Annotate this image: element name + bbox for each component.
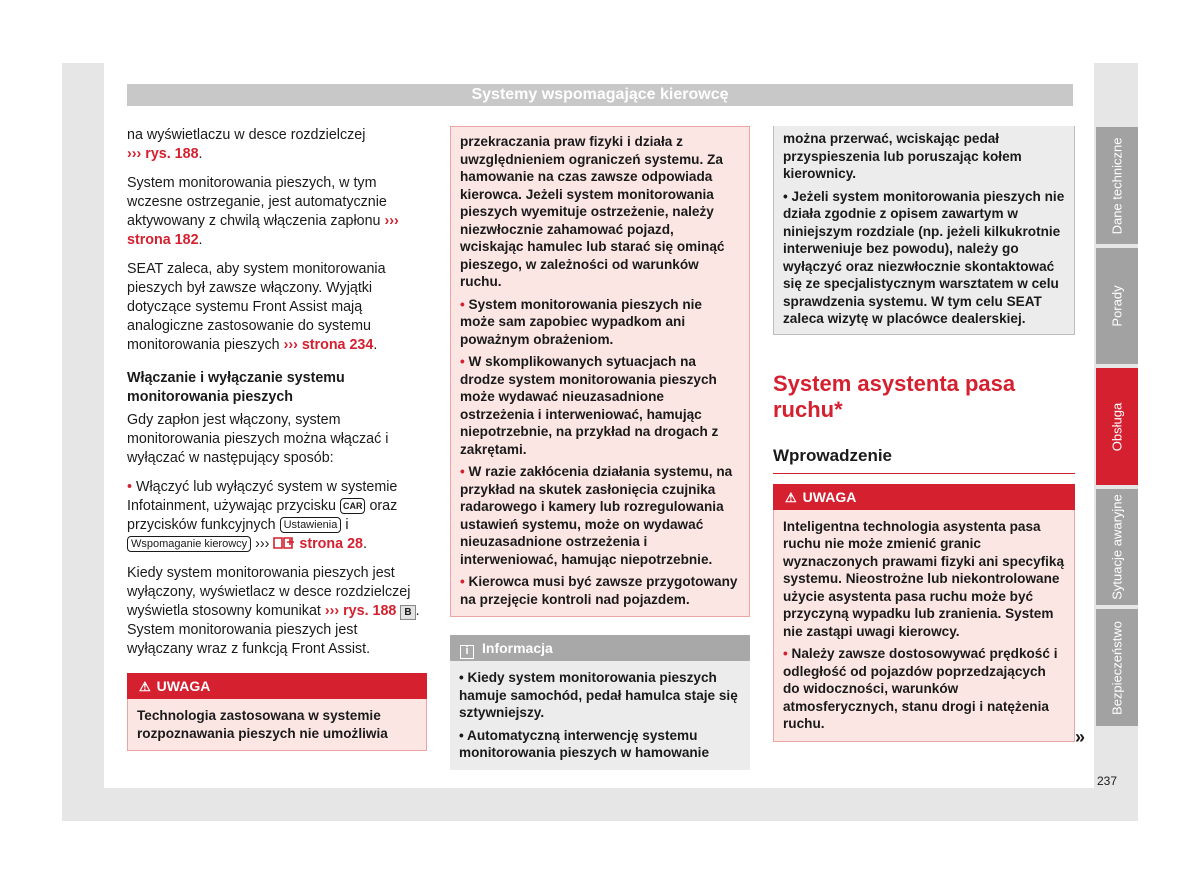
figure-label-badge: B — [400, 605, 415, 620]
warning-box — [773, 484, 1075, 742]
warning-item: • W skomplikowanych sytuacjach na drodze system monitorowania pieszych może wydawać nieuzasadnione ostrzeżenia i interweniować, hamując niepotrzebnie, na przykład na drogach z zakrętami. — [460, 354, 719, 457]
warning-item: • Kierowca musi być zawsze przygotowany na przejęcie kontroli nad pojazdem. — [460, 574, 738, 607]
info-item: • Automatyczną interwencję systemu monitorowania pieszych w hamowanie — [459, 727, 710, 760]
warning-box — [127, 673, 427, 751]
warning-item: • Należy zawsze dostosowywać prędkość i odległość od pojazdów poprzedzających do widoczności, warunków atmosferycznych, stanu drogi i natężenia ruchu. — [783, 646, 1058, 731]
info-item: można przerwać, wciskając pedał przyspieszenia lub poruszając kołem kierownicy. — [783, 131, 1022, 181]
warning-body: Technologia zastosowana w systemie rozpoznawania pieszych nie umożliwia — [127, 699, 427, 751]
warning-item: • W razie zakłócenia działania systemu, na przykład na skutek zasłonięcia czujnika radarowego i kamery lub rozregulowania ustawień systemu, może on wydawać nieuzasadnione ostrzeżenia i interweniować, hamując niepotrzebnie. — [460, 464, 733, 567]
chapter-header: Systemy wspomagające kierowcę — [127, 84, 1073, 106]
warning-header: ⚠ UWAGA — [773, 484, 1075, 510]
continued-arrow-icon: » — [1075, 727, 1086, 747]
cross-reference[interactable]: ››› strona 182 — [127, 213, 399, 248]
cross-reference[interactable]: strona 28 — [299, 536, 363, 552]
driver-assist-key: Wspomaganie kierowcy — [127, 536, 251, 552]
tab-obsluga[interactable]: Obsługa — [1096, 368, 1138, 485]
info-header: i Informacja — [450, 635, 750, 661]
cross-reference[interactable]: ››› strona 234 — [283, 337, 374, 353]
settings-key: Ustawienia — [280, 517, 342, 533]
info-continued — [773, 126, 1075, 335]
subheading: Włączanie i wyłączanie systemu monitorowania pieszych — [127, 370, 345, 405]
cross-reference[interactable]: ››› rys. 188 — [127, 146, 199, 162]
subsection-title: Wprowadzenie — [773, 445, 1075, 474]
info-item: • Kiedy system monitorowania pieszych hamuje samochód, pedał hamulca staje się sztywniejszy. — [459, 670, 738, 720]
info-box — [450, 635, 750, 770]
paragraph-4: Gdy zapłon jest włączony, system monitorowania pieszych można włączać i wyłączać w następujący sposób: — [127, 412, 389, 466]
paragraph-1: na wyświetlaczu w desce rozdzielczej ››› rys. 188. — [127, 127, 366, 162]
warning-header: ⚠ UWAGA — [127, 673, 427, 699]
warning-item: Inteligentna technologia asystenta pasa ruchu nie może zmienić granic wyznaczonych prawami fizyki ani specyfiką systemu. Nieostrożne lub niekontrolowane użycie asystenta pasa ruchu może być przyczyną wypadku lub zranienia. System nie zastąpi uwagi kierowcy. — [783, 518, 1065, 639]
paragraph-2: System monitorowania pieszych, w tym wczesne ostrzeganie, jest automatycznie aktywowany z chwilą włączenia zapłonu ››› strona 182. — [127, 175, 399, 248]
info-icon: i — [460, 645, 474, 659]
tab-dane-techniczne[interactable]: Dane techniczne — [1096, 127, 1138, 244]
page-number: 237 — [1097, 774, 1118, 788]
info-item: • Jeżeli system monitorowania pieszych nie działa zgodnie z opisem zawartym w niniejszym rozdziale (np. jeżeli kilkukrotnie interweniuje bez powodu), należy go wyłączyć oraz niezwłocznie skontaktować się ze specjalistycznym warsztatem w celu sprawdzenia systemu. W tym celu SEAT zaleca wizytę w placówce dealerskiej. — [783, 188, 1065, 326]
info-body — [450, 661, 750, 770]
column-2 — [450, 126, 750, 770]
tab-sytuacje-awaryjne[interactable]: Sytuacje awaryjne — [1096, 489, 1138, 605]
warning-continued — [450, 126, 750, 617]
manual-book-icon — [273, 536, 295, 550]
cross-reference[interactable]: ››› rys. 188 — [324, 603, 397, 619]
paragraph-5: • Włączyć lub wyłączyć system w systemie Infotainment, używając przycisku CAR oraz przycisków funkcyjnych Ustawienia i Wspomaganie kierowcy ››› strona 28. — [127, 479, 398, 552]
tab-porady[interactable]: Porady — [1096, 248, 1138, 364]
warning-body — [773, 510, 1075, 742]
bullet: • — [127, 479, 133, 495]
warning-item: przekraczania praw fizyki i działa z uwzględnieniem ograniczeń systemu. Za hamowanie na czas zawsze odpowiada kierowca. Jeżeli system monitorowania pieszych wyemituje ostrzeżenie, należy niezwłocznie zahamować pojazd, wciskając hamulec lub starać się ominąć pieszego, w zależności od warunków ruchu. — [460, 134, 725, 289]
column-3 — [773, 126, 1075, 742]
section-title: System asystenta pasa ruchu* — [773, 370, 1016, 422]
column-1 — [127, 126, 427, 751]
warning-triangle-icon: ⚠ — [139, 679, 151, 694]
warning-item: • System monitorowania pieszych nie może sam zapobiec wypadkom ani poważnym obrażeniom. — [460, 296, 702, 347]
paragraph-6: Kiedy system monitorowania pieszych jest wyłączony, wyświetlacz w desce rozdzielczej wyświetla stosowny komunikat ››› rys. 188 B . System monitorowania pieszych jest wyłączany wraz z funkcją Front Assist. — [127, 565, 420, 657]
paragraph-3: SEAT zaleca, aby system monitorowania pieszych był zawsze włączony. Wyjątki dotyczące systemu Front Assist mają analogiczne zastosowanie do systemu monitorowania pieszych ››› strona 234. — [127, 261, 386, 353]
tab-bezpieczenstwo[interactable]: Bezpieczeństwo — [1096, 609, 1138, 726]
warning-triangle-icon: ⚠ — [785, 489, 797, 505]
car-key: CAR — [340, 498, 366, 514]
